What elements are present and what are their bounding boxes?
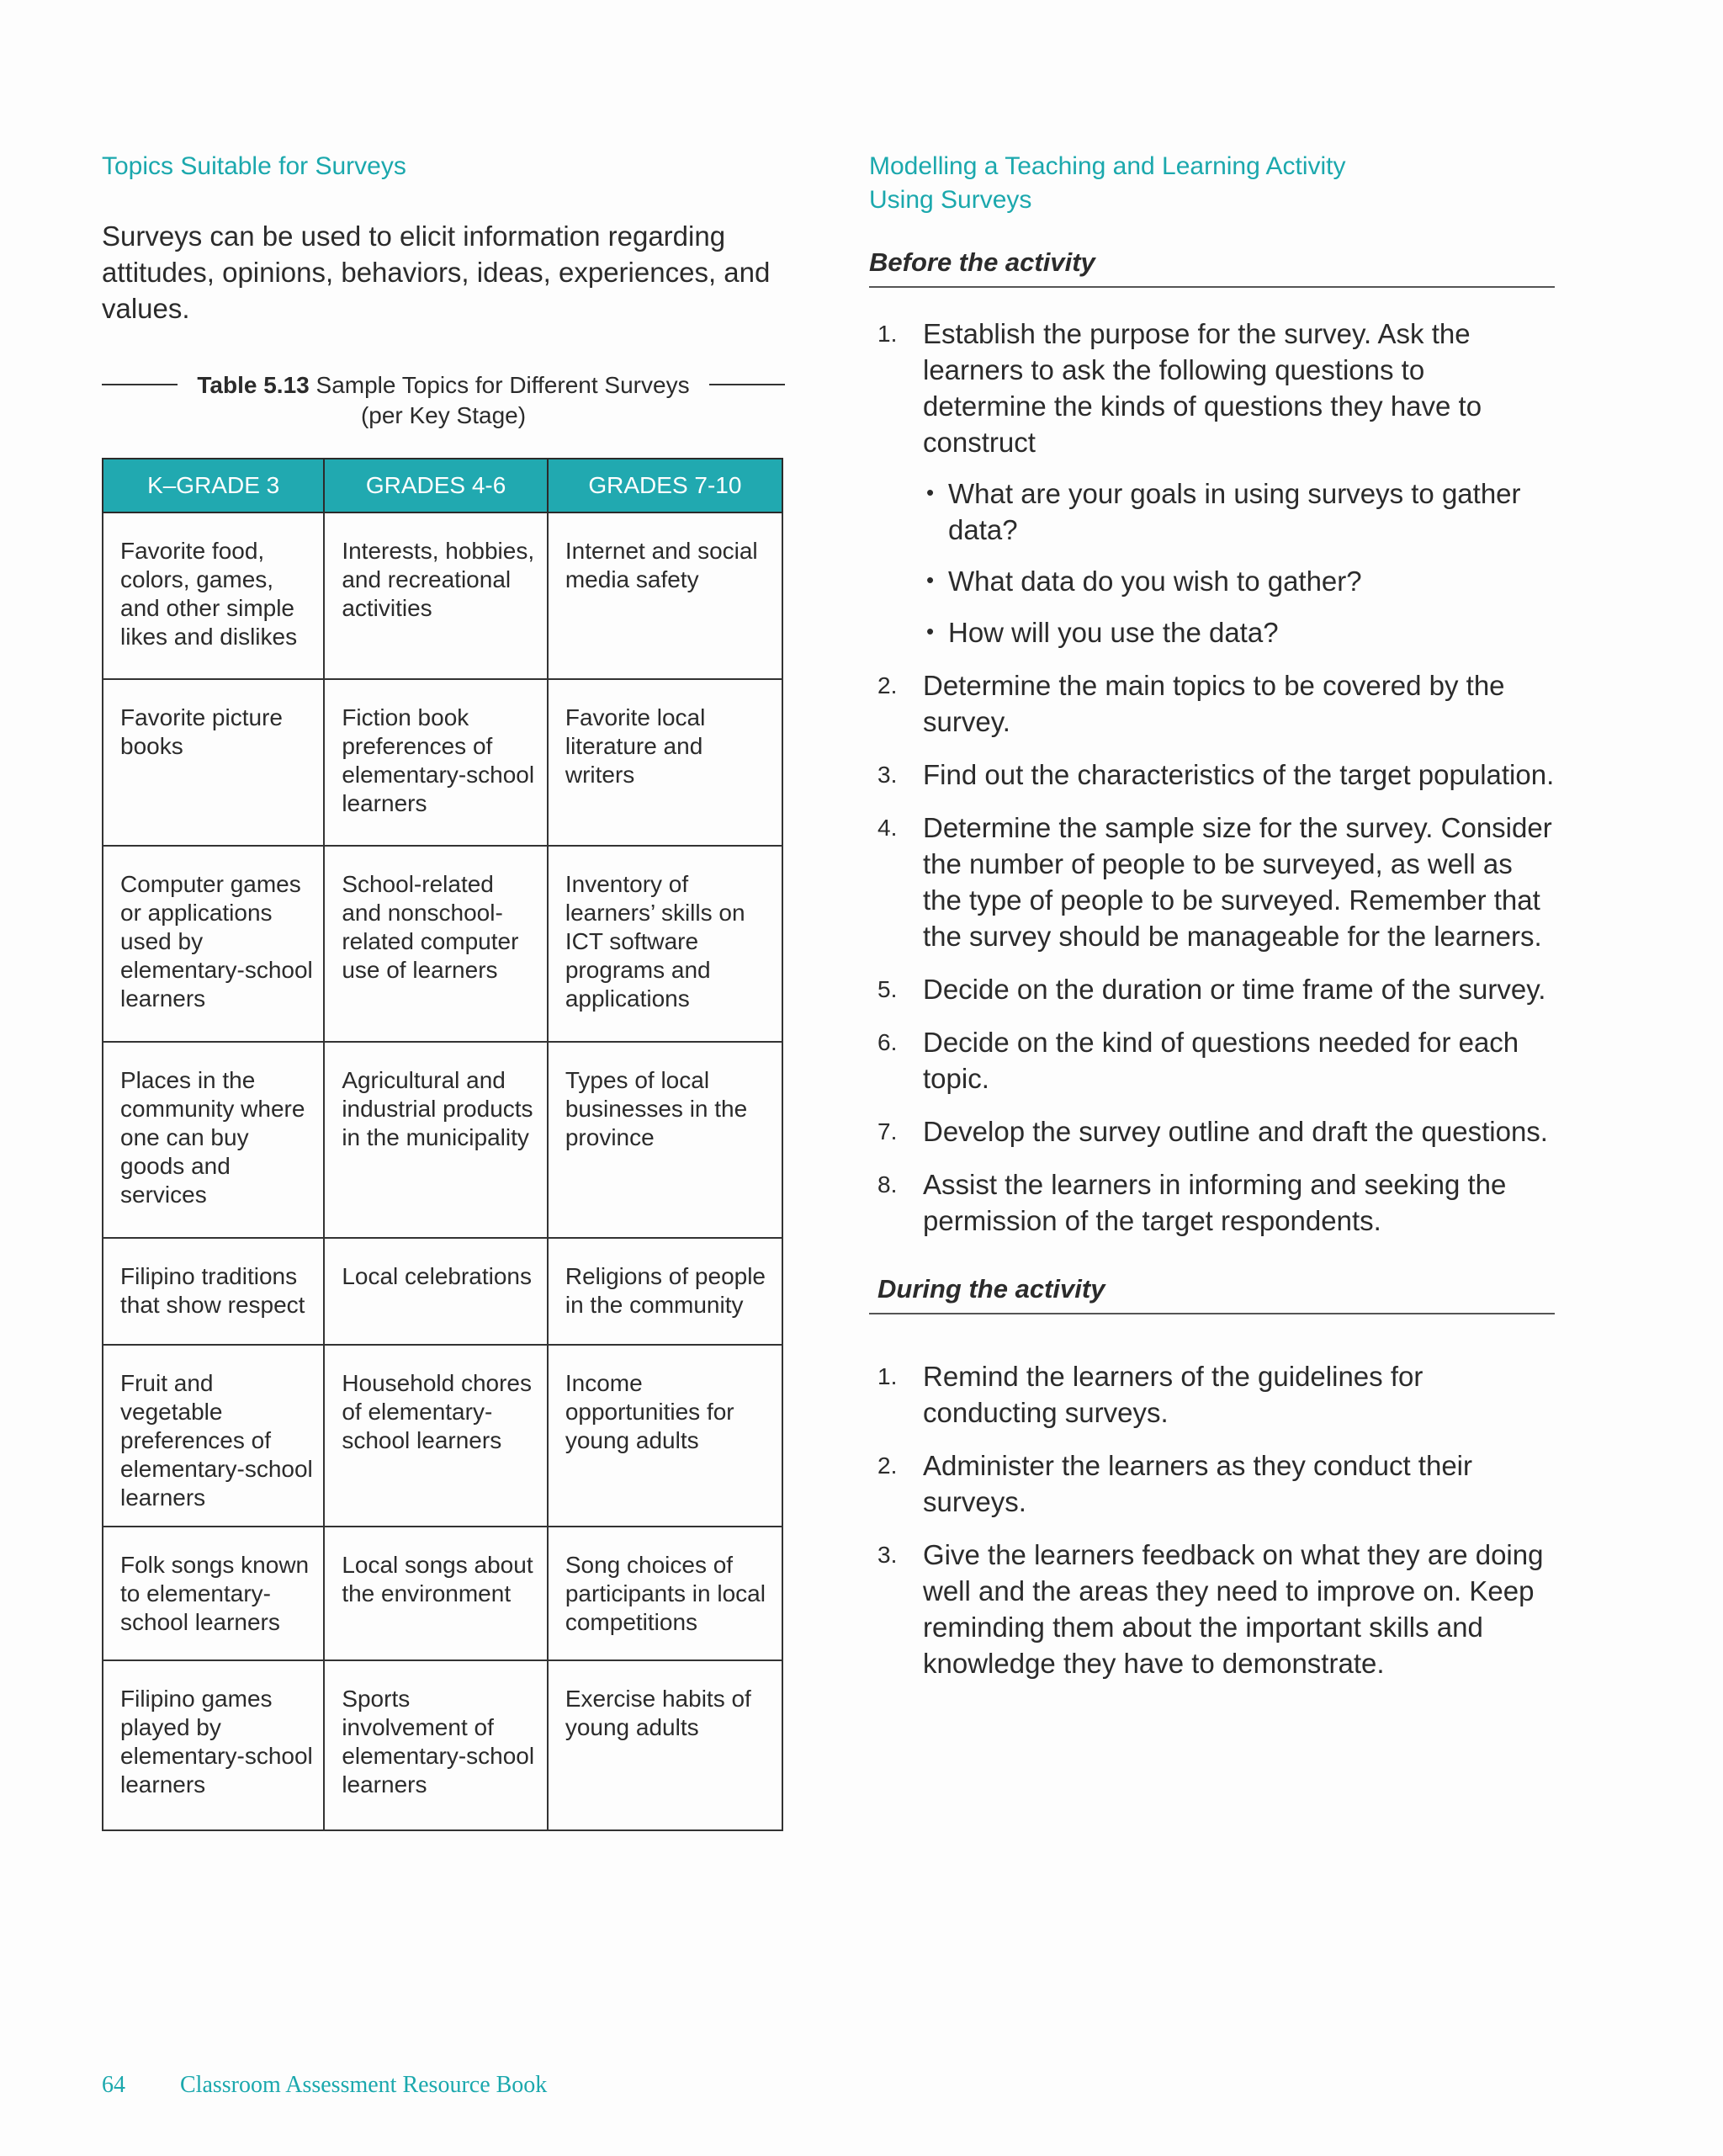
table-row: [103, 512, 782, 679]
table-row: [103, 1527, 782, 1660]
step-text: Remind the learners of the guidelines for conducting surveys.: [923, 1361, 1423, 1428]
table-cell: Interests, hobbies, and recreational activities: [324, 512, 548, 679]
table-cell: Favorite food, colors, games, and other simple likes and dislikes: [103, 512, 324, 679]
before-activity-heading: Before the activity: [869, 247, 1555, 288]
step-number: 5.: [877, 976, 898, 1002]
table-cell: Agricultural and industrial products in the municipality: [324, 1042, 548, 1238]
step-number: 6.: [877, 1029, 898, 1055]
step-number: 8.: [877, 1171, 898, 1197]
column-header: GRADES 4-6: [324, 459, 548, 512]
table-row: [103, 1238, 782, 1345]
table-caption-line-1: Sample Topics for Different Surveys: [315, 372, 690, 398]
step-text: Decide on the kind of questions needed for each topic.: [923, 1027, 1519, 1094]
table-cell: Computer games or applications used by elementary-school learners: [103, 846, 324, 1042]
page-footer: [102, 2072, 547, 2099]
table-cell: Filipino games played by elementary-school learners: [103, 1660, 324, 1830]
table-caption-line-2: (per Key Stage): [360, 402, 527, 428]
left-column: [102, 150, 785, 1798]
table-cell: Favorite local literature and writers: [548, 679, 782, 846]
step-number: 4.: [877, 815, 898, 841]
section-heading-line-2: Using Surveys: [869, 186, 1032, 214]
table-cell: Internet and social media safety: [548, 512, 782, 679]
table-caption: [102, 370, 785, 431]
list-item: [869, 810, 1555, 954]
table-cell: Filipino traditions that show respect: [103, 1238, 324, 1345]
table-row: [103, 1660, 782, 1830]
step-number: 3.: [877, 1542, 898, 1568]
list-item: [869, 1113, 1555, 1150]
step-text: Find out the characteristics of the target population.: [923, 759, 1555, 790]
column-header: GRADES 7-10: [548, 459, 782, 512]
table-cell: Types of local businesses in the province: [548, 1042, 782, 1238]
bullet-item: • What are your goals in using surveys to gather data?: [923, 475, 1555, 548]
step-number: 3.: [877, 762, 898, 788]
page-number: 64: [102, 2072, 125, 2098]
during-activity-heading: During the activity: [869, 1274, 1555, 1314]
table-cell: Folk songs known to elementary-school learners: [103, 1527, 324, 1660]
book-title: Classroom Assessment Resource Book: [180, 2072, 548, 2098]
list-item: [869, 757, 1555, 793]
step-text: Give the learners feedback on what they are doing well and the areas they need to improve on. Keep reminding them about the important skills and knowledge they have to demonstrate.: [923, 1539, 1544, 1679]
table-cell: Income opportunities for young adults: [548, 1345, 782, 1527]
section-heading-line-1: Modelling a Teaching and Learning Activity: [869, 152, 1346, 180]
list-item: [869, 667, 1555, 740]
list-item: [869, 1358, 1555, 1431]
right-column: [869, 150, 1555, 1681]
list-item: [869, 971, 1555, 1007]
step-text: Develop the survey outline and draft the questions.: [923, 1116, 1548, 1147]
list-item: [869, 316, 1555, 651]
step-text: Establish the purpose for the survey. Ask the learners to ask the following questions to determine the kinds of questions they have to construct: [923, 318, 1482, 458]
table-row: [103, 846, 782, 1042]
table-cell: Places in the community where one can buy goods and services: [103, 1042, 324, 1238]
table-cell: Song choices of participants in local competitions: [548, 1527, 782, 1660]
table-header-row: [103, 459, 782, 512]
section-heading-topics: Topics Suitable for Surveys: [102, 152, 406, 180]
survey-topics-table: [102, 458, 783, 1831]
table-row: [103, 1042, 782, 1238]
table-cell: Fruit and vegetable preferences of elementary-school learners: [103, 1345, 324, 1527]
list-item: [869, 1024, 1555, 1097]
step-text: Assist the learners in informing and seeking the permission of the target respondents.: [923, 1169, 1507, 1236]
table-cell: Household chores of elementary-school learners: [324, 1345, 548, 1527]
list-item: [869, 1447, 1555, 1520]
purpose-questions: [923, 475, 1555, 651]
table-row: [103, 1345, 782, 1527]
step-text: Administer the learners as they conduct their surveys.: [923, 1450, 1472, 1517]
caption-rule-left: [102, 384, 178, 385]
list-item: [869, 1537, 1555, 1681]
caption-rule-right: [709, 384, 785, 385]
table-row: [103, 679, 782, 846]
step-text: Determine the sample size for the survey. Consider the number of people to be surveyed, as well as the type of people to be surveyed. Remember that the survey should be manageable for the learners.: [923, 812, 1552, 952]
section-heading-modelling: [869, 150, 1555, 217]
list-item: [869, 1166, 1555, 1239]
table-cell: Fiction book preferences of elementary-school learners: [324, 679, 548, 846]
table-cell: Sports involvement of elementary-school learners: [324, 1660, 548, 1830]
step-text: Determine the main topics to be covered by the survey.: [923, 670, 1505, 737]
table-cell: Religions of people in the community: [548, 1238, 782, 1345]
table-cell: Exercise habits of young adults: [548, 1660, 782, 1830]
table-cell: Inventory of learners’ skills on ICT software programs and applications: [548, 846, 782, 1042]
step-number: 7.: [877, 1118, 898, 1144]
table-cell: Favorite picture books: [103, 679, 324, 846]
table-cell: Local celebrations: [324, 1238, 548, 1345]
table-cell: School-related and nonschool-related computer use of learners: [324, 846, 548, 1042]
bullet-item: • What data do you wish to gather?: [923, 563, 1555, 599]
step-number: 1.: [877, 321, 898, 347]
during-activity-steps: [869, 1358, 1555, 1681]
step-number: 1.: [877, 1363, 898, 1389]
step-number: 2.: [877, 672, 898, 698]
step-number: 2.: [877, 1452, 898, 1479]
column-header: K–GRADE 3: [103, 459, 324, 512]
table-label: Table 5.13: [197, 372, 310, 398]
intro-paragraph: Surveys can be used to elicit information regarding attitudes, opinions, behaviors, ideas, experiences, and values.: [102, 220, 771, 324]
step-text: Decide on the duration or time frame of the survey.: [923, 974, 1546, 1005]
table-cell: Local songs about the environment: [324, 1527, 548, 1660]
before-activity-steps: [869, 316, 1555, 1239]
bullet-item: • How will you use the data?: [923, 614, 1555, 651]
